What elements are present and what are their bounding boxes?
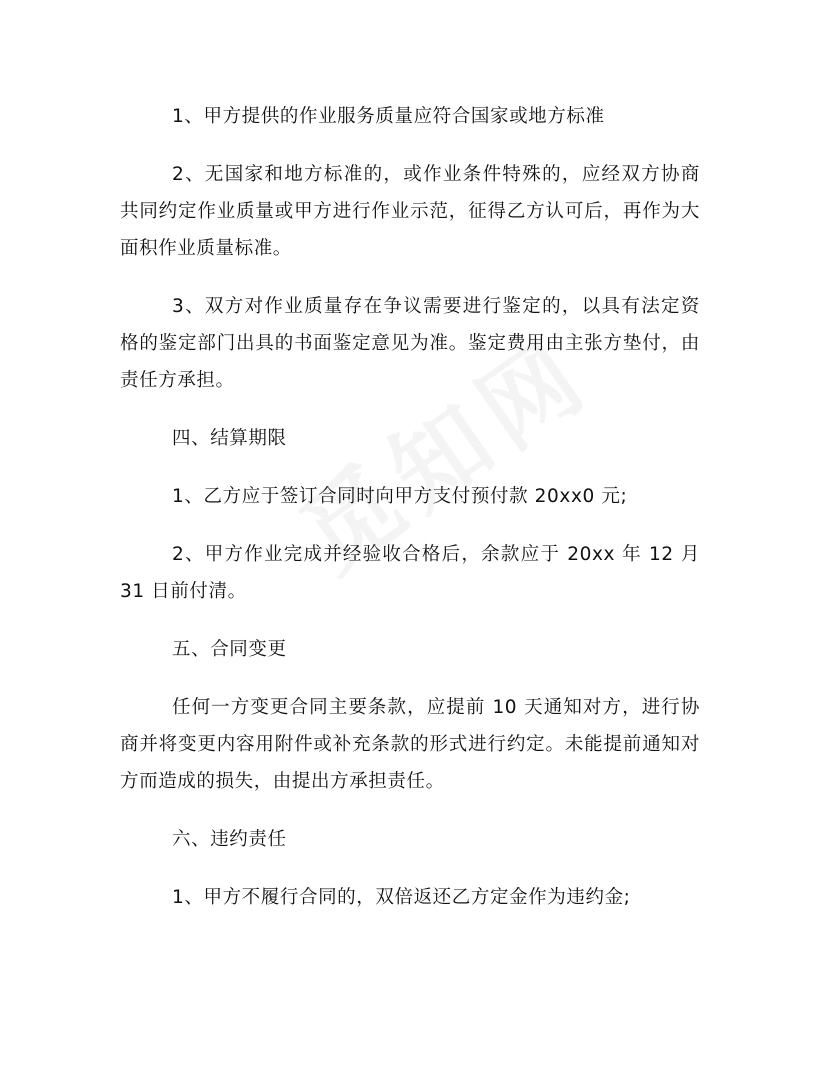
document-body	[120, 98, 700, 937]
clause-no-standard: 2、无国家和地方标准的，或作业条件特殊的，应经双方协商共同约定作业质量或甲方进行作业示范，征得乙方认可后，再作为大面积作业质量标准。	[120, 164, 700, 259]
clause-prepayment: 1、乙方应于签订合同时向甲方支付预付款 20xx0 元;	[172, 486, 628, 507]
clause-quality-standard: 1、甲方提供的作业服务质量应符合国家或地方标准	[172, 106, 605, 127]
section-heading-contract-change: 五、合同变更	[172, 639, 287, 660]
clause-party-a-breach: 1、甲方不履行合同的，双倍返还乙方定金作为违约金;	[172, 887, 631, 908]
clause-quality-dispute: 3、双方对作业质量存在争议需要进行鉴定的，以具有法定资格的鉴定部门出具的书面鉴定意见为准。鉴定费用由主张方垫付，由责任方承担。	[120, 296, 700, 391]
clause-balance-payment: 2、甲方作业完成并经验收合格后，余款应于 20xx 年 12 月 31 日前付清。	[120, 544, 700, 602]
section-heading-liability: 六、违约责任	[172, 829, 287, 850]
section-heading-settlement: 四、结算期限	[172, 428, 287, 449]
clause-change-notice: 任何一方变更合同主要条款，应提前 10 天通知对方，进行协商并将变更内容用附件或补充条款的形式进行约定。未能提前通知对方而造成的损失，由提出方承担责任。	[120, 697, 700, 792]
